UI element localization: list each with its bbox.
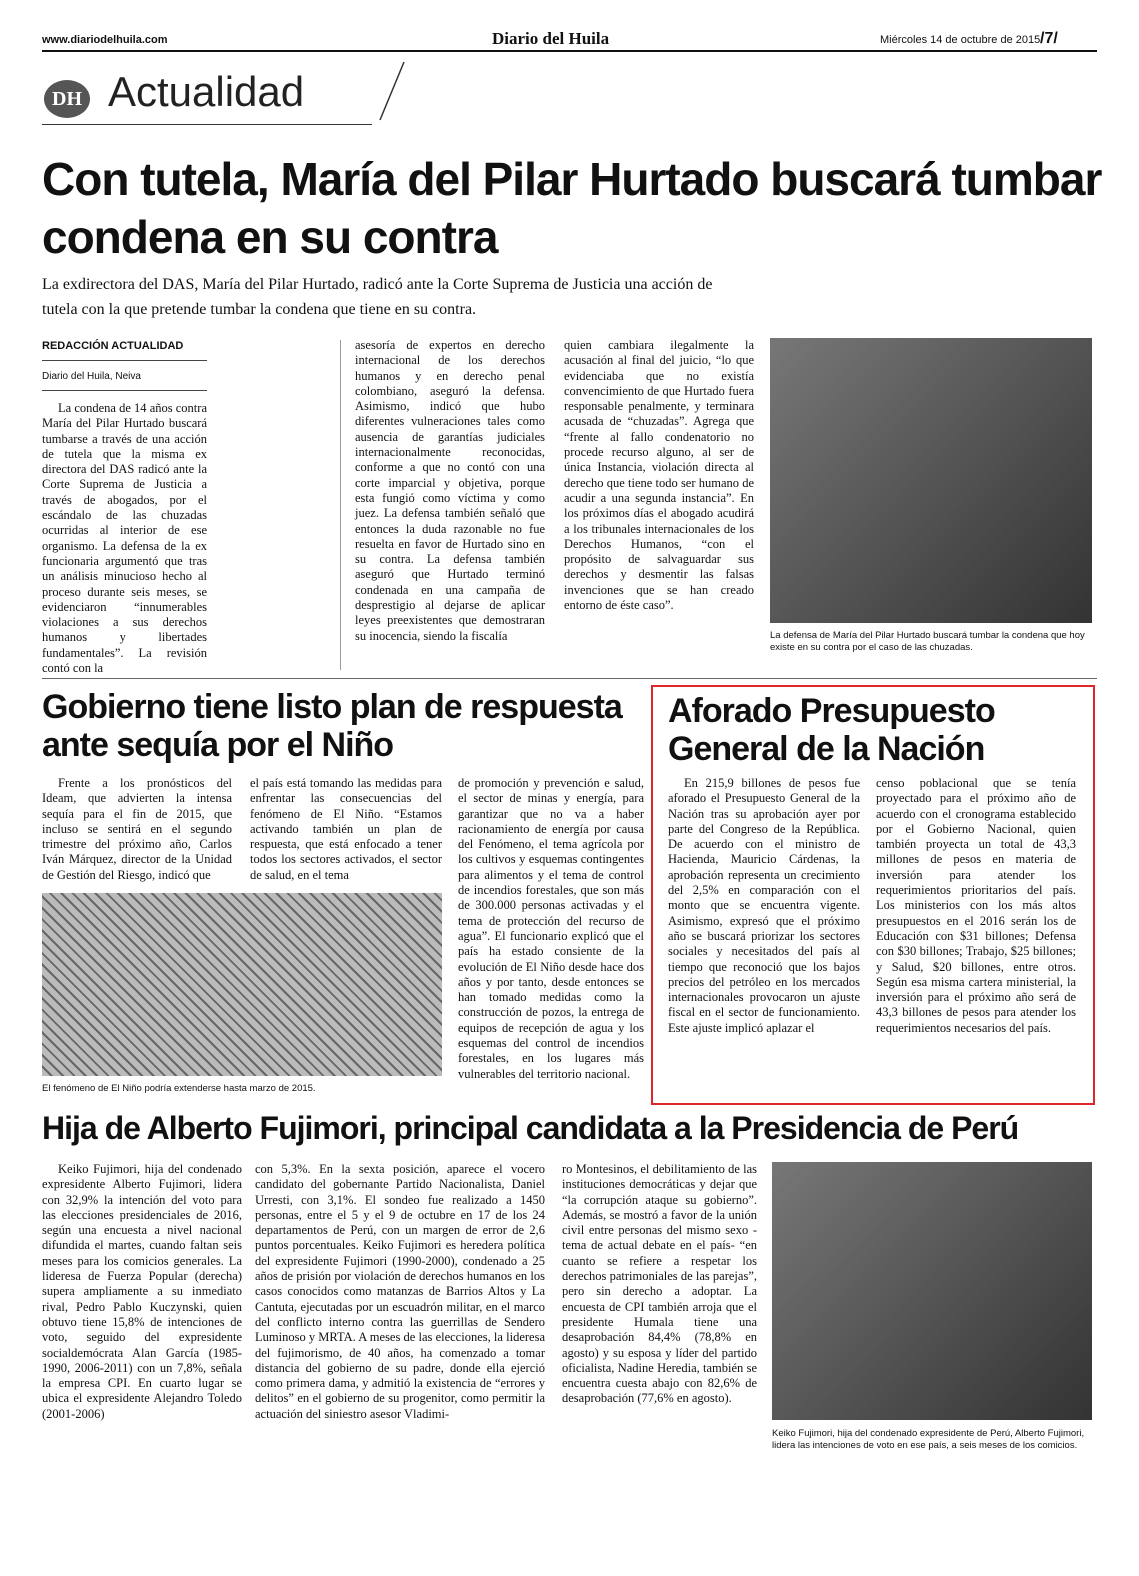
headline-presupuesto: Aforado Presupuesto General de la Nación bbox=[668, 692, 995, 768]
fujimori-col-2: con 5,3%. En la sexta posición, aparece el vocero candidato del gobernante Partido Nacionalista, Daniel Urresti, con 3,1%. El sondeo fue realizado a 1450 personas, entre el 5 y el 9 de octubre en 17 de los 24 departamentos de Perú, con un margen de error de 2,6 puntos porcentuales. Keiko Fujimori es heredera política del expresidente Fujimori (1990-2000), condenado a 25 años de prisión por violación de derechos humanos en los casos conocidos como matanzas de Barrios Altos y La Cantuta, ejecutadas por un escuadrón militar, en el marco del conflicto interno contra las guerrillas de Sendero Luminoso y MRTA. A meses de las elecciones, la lideresa del fujimorismo, de 40 años, ha comenzado a tomar distancia del gobierno de su padre, donde ella ejerció como primera dama, y admitió la existencia de “errores y delitos” en el gobierno de su progenitor, como permitir la actuación del siniestro asesor Vladimi- bbox=[255, 1162, 545, 1421]
story-divider bbox=[42, 678, 1097, 679]
issue-date: Miércoles 14 de octubre de 2015 bbox=[880, 34, 1041, 46]
dateline-rule bbox=[42, 390, 207, 391]
headline-fujimori: Hija de Alberto Fujimori, principal candidata a la Presidencia de Perú bbox=[42, 1110, 1019, 1146]
section-rule bbox=[42, 124, 372, 125]
hurtado-col-2: asesoría de expertos en derecho internacional de los derechos humanos y en derecho penal colombiano, aseguró la defensa. Asimismo, indicó que hubo diferentes vulneraciones tales como ausencia de garantías judiciales internacionalmente reconocidas, conforme a que no contó con una corte imparcial y objetiva, porque esta fungió como víctima y como juez. La defensa también señaló que entonces la duda razonable no fue resuelta en favor de Hurtado sino en su contra. La defensa también aseguró que Hurtado terminó condenada en una campaña de desprestigio al dejarse de aplicar leyes preexistentes que demostraran su inocencia, siendo la fiscalía bbox=[355, 338, 545, 643]
hurtado-photo bbox=[770, 338, 1092, 623]
page-number: /7/ bbox=[1040, 30, 1058, 47]
hurtado-col-3: quien cambiara ilegalmente la acusación al final del juicio, “lo que evidenciaba que no existía convencimiento de que Hurtado fuera responsable penalmente, y terminara acusada de “chuzadas”. Agrega que “frente al fallo condenatorio no procede recurso alguno, al ser de única Instancia, violación directa al derecho que tiene todo ser humano de acudir a una segunda instancia”. En los próximos días el abogado acudirá a los tribunales internacionales de los Derechos Humanos, “con el propósito de salvaguardar sus derechos y desmentir las falsas invenciones que se han creado entorno de éste caso”. bbox=[564, 338, 754, 613]
header-rule bbox=[42, 50, 1097, 52]
byline-rule bbox=[42, 360, 207, 361]
nino-col-3: de promoción y prevención e salud, el sector de minas y energía, para garantizar que no va a haber racionamiento de energía por causa del Fenómeno, el tema agrícola por los cultivos y esquemas contingentes para alimentos y el tema de control de incendios forestales, que son más de 300.000 personas activadas y el tema de protección del recurso de agua”. El funcionario explicó que el país ha estado consiente de la evolución de El Niño desde hace dos años y por tanto, desde entonces se han tomado medidas como la construcción de pozos, la entrega de equipos de recepción de agua y los esquemas del control de incendios forestales, en los lugares más vulnerables del territorio nacional. bbox=[458, 776, 644, 1081]
hurtado-caption: La defensa de María del Pilar Hurtado buscará tumbar la condena que hoy existe en su contra por el caso de las chuzadas. bbox=[770, 630, 1085, 653]
section-slash-icon bbox=[376, 60, 406, 122]
nino-col-1: Frente a los pronósticos del Ideam, que advierten la intensa sequía para el fin de 2015, que incluso se sentirá en el segundo trimestre del próximo año, Carlos Iván Márquez, director de la Unidad de Gestión del Riesgo, indicó que bbox=[42, 776, 232, 882]
headline-hurtado: Con tutela, María del Pilar Hurtado buscará tumbar condena en su contra bbox=[42, 153, 1102, 263]
hurtado-col-1: La condena de 14 años contra María del Pilar Hurtado buscará tumbarse a través de una acción de tutela que la misma ex directora del DAS radicó ante la Corte Suprema de Justicia a través de abogados, por el escándalo de las chuzadas ocurridas al interior de ese organismo. La defensa de la ex funcionaria argumentó que tras un análisis minucioso hecho al proceso durante seis meses, se evidenciaron “innumerables violaciones a sus derechos humanos y libertades fundamentales”. La revisión contó con la bbox=[42, 401, 207, 676]
fujimori-photo bbox=[772, 1162, 1092, 1420]
column-divider bbox=[340, 340, 341, 670]
drought-photo bbox=[42, 893, 442, 1076]
fujimori-caption: Keiko Fujimori, hija del condenado expresidente de Perú, Alberto Fujimori, lidera las intenciones de voto en ese país, a seis meses de los comicios. bbox=[772, 1428, 1085, 1451]
nino-col-2: el país está tomando las medidas para enfrentar las consecuencias del fenómeno de El Niño. “Estamos activando también un plan de respuesta, que está enfocado a tener todos los sectores activados, el sector de salud, en el tema bbox=[250, 776, 442, 882]
drought-caption: El fenómeno de El Niño podría extenderse hasta marzo de 2015. bbox=[42, 1083, 316, 1094]
lede-hurtado: La exdirectora del DAS, María del Pilar Hurtado, radicó ante la Corte Suprema de Justicia una acción de tutela con la que pretende tumbar la condena que tiene en su contra. bbox=[42, 276, 713, 318]
fujimori-col-1: Keiko Fujimori, hija del condenado expresidente Alberto Fujimori, lidera con 32,9% la intención del voto para las elecciones presidenciales de 2016, según una encuesta a nivel nacional difundida el martes, cuando faltan seis meses para los comicios generales. La lideresa de Fuerza Popular (derecha) supera ampliamente a su inmediato rival, Pedro Pablo Kuczynski, quien obtuvo tiene 15,8% de intenciones de voto, seguido del expresidente socialdemócrata Alan García (1985-1990, 2006-2011) con un 7,8%, señala la empresa CPI. En cuarto lugar se ubica el expresidente Alejandro Toledo (2001-2006) bbox=[42, 1162, 242, 1421]
fujimori-col-3: ro Montesinos, el debilitamiento de las instituciones democráticas y dejar que “la corrupción ataque su gobierno”. Además, se mostró a favor de la unión civil entre personas del mismo sexo -tema de actual debate en el país- “en cuanto se refiere a respetar los derechos patrimoniales de las parejas”, pero sin derecho a adoptar. La encuesta de CPI también arroja que el presidente Humala tiene una desaprobación 84,4% (78,8% en agosto) y su esposa y líder del partido oficialista, Nadine Heredia, también se encuentra cuesta abajo con 82,6% de desaprobación (77,6% en agosto). bbox=[562, 1162, 757, 1406]
byline: REDACCIÓN ACTUALIDAD bbox=[42, 340, 184, 352]
dateline: Diario del Huila, Neiva bbox=[42, 371, 141, 382]
headline-nino: Gobierno tiene listo plan de respuesta ante sequía por el Niño bbox=[42, 688, 622, 764]
paper-name: Diario del Huila bbox=[492, 29, 610, 48]
site-url: www.diariodelhuila.com bbox=[42, 34, 168, 46]
dh-logo: DH bbox=[44, 80, 90, 118]
presupuesto-col-1: En 215,9 billones de pesos fue aforado el Presupuesto General de la Nación tras su aprobación ayer por parte del Congreso de la República. De acuerdo con el ministro de Hacienda, Mauricio Cárdenas, la aprobación representa un crecimiento del 2,5% en comparación con el monto que se encuentra vigente. Asimismo, expresó que el próximo año se buscará priorizar los sectores sociales y necesitados del país al tiempo que reconoció que los bajos precios del petróleo en los mercados internacionales provocaron un ajuste fiscal en el sector de funcionamiento. Este ajuste implicó aplazar el bbox=[668, 776, 860, 1035]
section-title: Actualidad bbox=[108, 68, 305, 115]
presupuesto-col-2: censo poblacional que se tenía proyectado para el próximo año de acuerdo con el cronograma establecido por el Gobierno Nacional, quien también proyecta un total de 43,3 millones de pesos en materia de inversión para atender los requerimientos prioritarios del país. Los ministerios con los más altos presupuestos en el 2016 serán los de Educación con $31 billones; Defensa con $30 billones; Trabajo, $25 billones; y Salud, $20 billones, entre otros. Según esa misma cartera ministerial, la inversión para el próximo año será de 43,3 billones de pesos para atender los requerimientos necesarios del país. bbox=[876, 776, 1076, 1035]
